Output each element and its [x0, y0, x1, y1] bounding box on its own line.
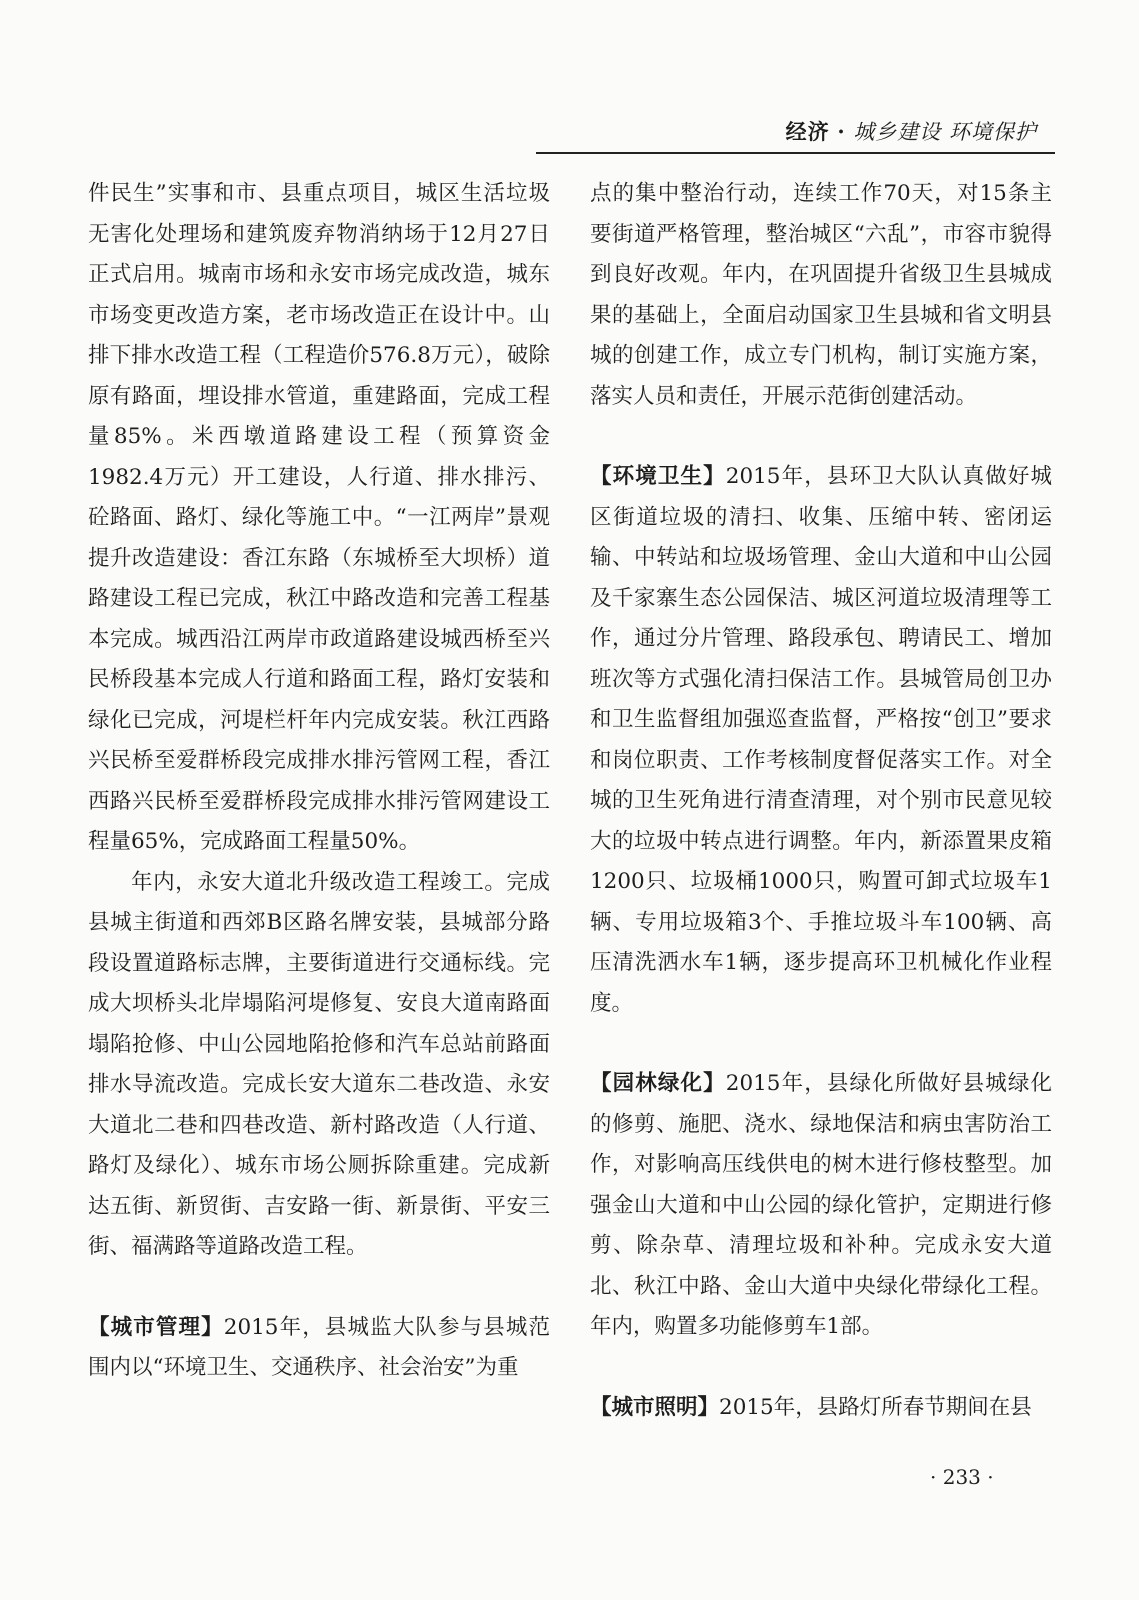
paragraph-street-lighting	[590, 1388, 1052, 1429]
right-column	[590, 174, 1052, 1428]
header-dot: ·	[837, 119, 846, 144]
section-text-landscaping: 2015年，县绿化所做好县城绿化的修剪、施肥、浇水、绿地保洁和病虫害防治工作，对影响高压线供电的树木进行修枝整型。加强金山大道和中山公园的绿化管护，定期进行修剪、除杂草、清理垃圾和补种。完成永安大道北、秋江中路、金山大道中央绿化带绿化工程。年内，购置多功能修剪车1部。	[590, 1071, 1052, 1339]
section-text-city-management: 2015年，县城监大队参与县城范围内以“环境卫生、交通秩序、社会治安”为重	[88, 1314, 550, 1380]
paragraph-landscaping	[590, 1064, 1052, 1348]
left-column	[88, 174, 550, 1389]
paragraph-city-management-continued: 点的集中整治行动，连续工作70天，对15条主要街道严格管理，整治城区“六乱”，市容市貌得到良好改观。年内，在巩固提升省级卫生县城成果的基础上，全面启动国家卫生县城和省文明县城的创建工作，成立专门机构，制订实施方案，落实人员和责任，开展示范街创建活动。	[590, 181, 1052, 409]
paragraph-construction-continued: 件民生”实事和市、县重点项目，城区生活垃圾无害化处理场和建筑废弃物消纳场于12月27日正式启用。城南市场和永安市场完成改造，城东市场变更改造方案，老市场改造正在设计中。山排下排水改造工程（工程造价576.8万元），破除原有路面，埋设排水管道，重建路面，完成工程量85%。米西墩道路建设工程（预算资金1982.4万元）开工建设，人行道、排水排污、砼路面、路灯、绿化等施工中。“一江两岸”景观提升改造建设：香江东路（东城桥至大坝桥）道路建设工程已完成，秋江中路改造和完善工程基本完成。城西沿江两岸市政道路建设城西桥至兴民桥段基本完成人行道和路面工程，路灯安装和绿化已完成，河堤栏杆年内完成安装。秋江西路兴民桥至爱群桥段完成排水排污管网工程，香江西路兴民桥至爱群桥段完成排水排污管网建设工程量65%，完成路面工程量50%。	[88, 181, 550, 854]
section-title-city-management: 【城市管理】	[88, 1314, 224, 1340]
header-topic-1: 城乡建设	[853, 120, 942, 144]
header-topic-2: 环境保护	[949, 120, 1037, 144]
page-number: · 233 ·	[930, 1465, 994, 1489]
section-gap	[590, 1024, 1052, 1064]
paragraph-sanitation	[590, 457, 1052, 1024]
paragraph-city-management	[88, 1308, 550, 1389]
section-title-landscaping: 【园林绿化】	[590, 1071, 726, 1096]
section-title-sanitation: 【环境卫生】	[590, 464, 726, 489]
section-gap	[88, 1268, 550, 1308]
section-text-sanitation: 2015年，县环卫大队认真做好城区街道垃圾的清扫、收集、压缩中转、密闭运输、中转站和垃圾场管理、金山大道和中山公园及千家寨生态公园保洁、城区河道垃圾清理等工作，通过分片管理、路段承包、聘请民工、增加班次等方式强化清扫保洁工作。县城管局创卫办和卫生监督组加强巡查监督，严格按“创卫”要求和岗位职责、工作考核制度督促落实工作。对全城的卫生死角进行清查清理，对个别市民意见较大的垃圾中转点进行调整。年内，新添置果皮箱1200只、垃圾桶1000只，购置可卸式垃圾车1辆、专用垃圾箱3个、手推垃圾斗车100辆、高压清洗洒水车1辆，逐步提高环卫机械化作业程度。	[590, 464, 1052, 1016]
header-section: 经济	[785, 119, 830, 144]
section-text-street-lighting: 2015年，县路灯所春节期间在县	[719, 1394, 1032, 1420]
running-header	[536, 112, 1055, 154]
section-gap	[590, 1348, 1052, 1388]
section-title-street-lighting: 【城市照明】	[590, 1394, 720, 1420]
paragraph-road-works: 年内，永安大道北升级改造工程竣工。完成县城主街道和西郊B区路名牌安装，县城部分路段设置道路标志牌，主要街道进行交通标线。完成大坝桥头北岸塌陷河堤修复、安良大道南路面塌陷抢修、中山公园地陷抢修和汽车总站前路面排水导流改造。完成长安大道东二巷改造、永安大道北二巷和四巷改造、新村路改造（人行道、路灯及绿化）、城东市场公厕拆除重建。完成新达五街、新贸街、吉安路一街、新景街、平安三街、福满路等道路改造工程。	[88, 869, 550, 1259]
section-gap	[590, 417, 1052, 457]
header-title	[786, 116, 1037, 146]
